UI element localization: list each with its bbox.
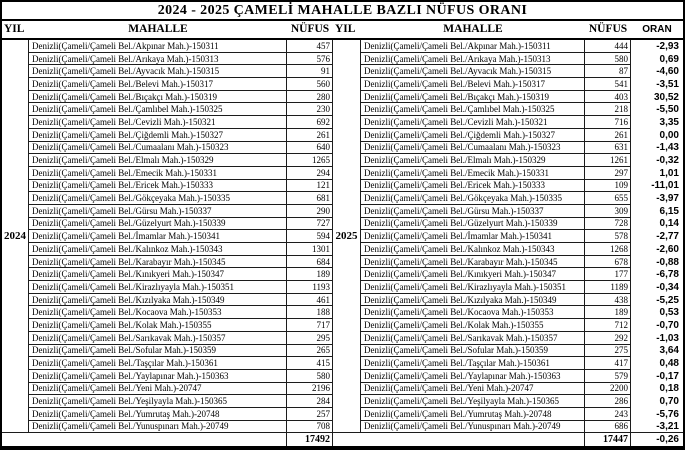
mahalle-2025-cell: Denizli(Çameli/Çameli Bel./Belevi Mah.)-150317 [361, 78, 585, 91]
oran-cell: -1,03 [656, 332, 679, 344]
mahalle-2025-cell: Denizli(Çameli/Çameli Bel./Arıkaya Mah.)-150313 [361, 53, 585, 66]
oran-cell: -1,43 [656, 142, 679, 154]
nufus-2025-cell: 189 [585, 306, 631, 319]
nufus-2024-cell: 717 [287, 319, 333, 332]
nufus-2025-cell: 712 [585, 319, 631, 332]
nufus-2025-cell: 309 [585, 205, 631, 218]
mahalle-2025-cell: Denizli(Çameli/Çameli Bel./Sofular Mah.)-150359 [361, 345, 585, 358]
mahalle-2025-cell: Denizli(Çameli/Çameli Bel./Ericek Mah.)-150333 [361, 180, 585, 193]
oran-cell: -0,32 [656, 155, 679, 167]
mahalle-2025-cell: Denizli(Çameli/Çameli Bel./Gürsu Mah.)-150337 [361, 205, 585, 218]
mahalle-2025-cell: Denizli(Çameli/Çameli Bel./Cumaalanı Mah.)-150323 [361, 142, 585, 155]
nufus-2024-cell: 230 [287, 103, 333, 116]
table-header-row [2, 21, 683, 40]
nufus-2025-cell: 686 [585, 421, 631, 434]
oran-cell: -0,17 [656, 370, 679, 382]
oran-cell: 1,01 [659, 167, 679, 179]
nufus-2025-cell: 541 [585, 78, 631, 91]
mahalle-2024-cell: Denizli(Çameli/Çameli Bel./Sarıkavak Mah.)-150357 [29, 332, 287, 345]
nufus-2024-cell: 457 [287, 40, 333, 53]
nufus-2025-cell: 292 [585, 332, 631, 345]
nufus-2025-cell: 286 [585, 395, 631, 408]
col-header-mahalle-right: MAHALLE [443, 23, 503, 35]
mahalle-2025-cell: Denizli(Çameli/Çameli Bel./Çamlıbel Mah.)-150325 [361, 103, 585, 116]
nufus-2024-cell: 261 [287, 129, 333, 142]
nufus-2025-cell: 243 [585, 408, 631, 421]
mahalle-2024-cell: Denizli(Çameli/Çameli Bel./Emecik Mah.)-150331 [29, 167, 287, 180]
nufus-2024-cell: 2196 [287, 383, 333, 396]
mahalle-2025-cell: Denizli(Çameli/Çameli Bel./Yunuspınarı Mah.)-20749 [361, 421, 585, 434]
nufus-2025-cell: 578 [585, 230, 631, 243]
mahalle-2024-cell: Denizli(Çameli/Çameli Bel./Ericek Mah.)-150333 [29, 180, 287, 193]
mahalle-2025-cell: Denizli(Çameli/Çameli Bel./Yeşilyayla Mah.)-150365 [361, 395, 585, 408]
mahalle-2025-cell: Denizli(Çameli/Çameli Bel./Elmalı Mah.)-150329 [361, 154, 585, 167]
mahalle-2025-cell: Denizli(Çameli/Çameli Bel./Akpınar Mah.)-150311 [361, 40, 585, 53]
mahalle-2025-cell: Denizli(Çameli/Çameli Bel./Kocaova Mah.)-150353 [361, 306, 585, 319]
nufus-2024-cell: 257 [287, 408, 333, 421]
total-nufus-2025: 17447 [585, 433, 631, 446]
oran-cell: -5,50 [656, 104, 679, 116]
nufus-2025-cell: 728 [585, 218, 631, 231]
mahalle-2025-cell: Denizli(Çameli/Çameli Bel./Kolak Mah.)-150355 [361, 319, 585, 332]
total-oran: -0,26 [656, 434, 679, 446]
nufus-2025-cell: 580 [585, 53, 631, 66]
nufus-2024-cell: 681 [287, 192, 333, 205]
nufus-2025-cell: 655 [585, 192, 631, 205]
mahalle-2024-cell: Denizli(Çameli/Çameli Bel./Çamlıbel Mah.)-150325 [29, 103, 287, 116]
nufus-2024-cell: 280 [287, 91, 333, 104]
col-header-mahalle-left: MAHALLE [128, 23, 188, 35]
nufus-2024-cell: 189 [287, 268, 333, 281]
nufus-2025-cell: 109 [585, 180, 631, 193]
mahalle-2025-cell: Denizli(Çameli/Çameli Bel./Taşçılar Mah.)-150361 [361, 357, 585, 370]
oran-cell: -2,60 [656, 243, 679, 255]
nufus-2025-cell: 218 [585, 103, 631, 116]
nufus-2025-cell: 1189 [585, 281, 631, 294]
nufus-2024-cell: 594 [287, 230, 333, 243]
nufus-2024-cell: 294 [287, 167, 333, 180]
mahalle-2024-cell: Denizli(Çameli/Çameli Bel./Taşçılar Mah.)-150361 [29, 357, 287, 370]
nufus-2025-cell: 438 [585, 294, 631, 307]
nufus-2025-cell: 678 [585, 256, 631, 269]
nufus-2024-cell: 91 [287, 65, 333, 78]
year-left-label: 2024 [2, 40, 29, 433]
mahalle-2024-cell: Denizli(Çameli/Çameli Bel./Güzelyurt Mah.)-150339 [29, 218, 287, 231]
mahalle-2024-cell: Denizli(Çameli/Çameli Bel./Cevizli Mah.)-150321 [29, 116, 287, 129]
page-title: 2024 - 2025 ÇAMELİ MAHALLE BAZLI NÜFUS ORANI [2, 2, 683, 21]
oran-cell: -2,93 [656, 40, 679, 52]
nufus-2024-cell: 284 [287, 395, 333, 408]
mahalle-2024-cell: Denizli(Çameli/Çameli Bel./Kolak Mah.)-150355 [29, 319, 287, 332]
mahalle-2025-cell: Denizli(Çameli/Çameli Bel./Karabayır Mah.)-150345 [361, 256, 585, 269]
mahalle-2024-cell: Denizli(Çameli/Çameli Bel./Kalınkoz Mah.)-150343 [29, 243, 287, 256]
col-header-yil-right: YIL [335, 23, 356, 35]
mahalle-2024-cell: Denizli(Çameli/Çameli Bel./Bıçakçı Mah.)-150319 [29, 91, 287, 104]
mahalle-2024-cell: Denizli(Çameli/Çameli Bel./Yaylapınar Mah.)-150363 [29, 370, 287, 383]
nufus-2025-cell: 1268 [585, 243, 631, 256]
mahalle-2025-cell: Denizli(Çameli/Çameli Bel./Ayvacık Mah.)-150315 [361, 65, 585, 78]
nufus-2024-cell: 461 [287, 294, 333, 307]
nufus-2025-cell: 275 [585, 345, 631, 358]
mahalle-2024-cell: Denizli(Çameli/Çameli Bel./Kirazlıyayla Mah.)-150351 [29, 281, 287, 294]
mahalle-2024-cell: Denizli(Çameli/Çameli Bel./Cumaalanı Mah.)-150323 [29, 142, 287, 155]
oran-cell: 30,52 [653, 91, 679, 103]
oran-cell: -5,25 [656, 294, 679, 306]
nufus-2025-cell: 631 [585, 142, 631, 155]
mahalle-2025-cell: Denizli(Çameli/Çameli Bel./Güzelyurt Mah.)-150339 [361, 218, 585, 231]
mahalle-2025-cell: Denizli(Çameli/Çameli Bel./Yumrutaş Mah.)-20748 [361, 408, 585, 421]
oran-cell: -3,21 [631, 421, 683, 434]
oran-cell: -6,78 [656, 269, 679, 281]
mahalle-2025-cell: Denizli(Çameli/Çameli Bel./Bıçakçı Mah.)-150319 [361, 91, 585, 104]
mahalle-2024-cell: Denizli(Çameli/Çameli Bel./Gökçeyaka Mah.)-150335 [29, 192, 287, 205]
nufus-2024-cell: 640 [287, 142, 333, 155]
oran-cell: 0,53 [659, 307, 679, 319]
mahalle-2024-cell: Denizli(Çameli/Çameli Bel./Yunuspınarı Mah.)-20749 [29, 421, 287, 434]
oran-cell: -0,88 [656, 256, 679, 268]
mahalle-2024-cell: Denizli(Çameli/Çameli Bel./Sofular Mah.)-150359 [29, 345, 287, 358]
nufus-2025-cell: 261 [585, 129, 631, 142]
col-header-nufus-right: NÜFUS [588, 23, 628, 35]
mahalle-2025-cell: Denizli(Çameli/Çameli Bel./Sarıkavak Mah.)-150357 [361, 332, 585, 345]
mahalle-2025-cell: Denizli(Çameli/Çameli Bel./Yaylapınar Mah.)-150363 [361, 370, 585, 383]
mahalle-2024-cell: Denizli(Çameli/Çameli Bel./Yumrutaş Mah.)-20748 [29, 408, 287, 421]
nufus-2024-cell: 415 [287, 357, 333, 370]
oran-cell: 0,18 [659, 383, 679, 395]
nufus-2025-cell: 403 [585, 91, 631, 104]
nufus-2025-cell: 716 [585, 116, 631, 129]
nufus-2025-cell: 87 [585, 65, 631, 78]
oran-cell: -4,60 [656, 66, 679, 78]
mahalle-2025-cell: Denizli(Çameli/Çameli Bel./Cevizli Mah.)-150321 [361, 116, 585, 129]
oran-cell: -0,70 [656, 319, 679, 331]
total-row-spacer-left [2, 433, 287, 446]
mahalle-2024-cell: Denizli(Çameli/Çameli Bel./Çiğdemli Mah.)-150327 [29, 129, 287, 142]
nufus-2025-cell: 297 [585, 167, 631, 180]
oran-cell: -11,01 [651, 180, 679, 192]
oran-cell: 3,64 [659, 345, 679, 357]
nufus-2024-cell: 1193 [287, 281, 333, 294]
col-header-nufus-left: NÜFUS [290, 23, 330, 35]
nufus-2024-cell: 1265 [287, 154, 333, 167]
nufus-2024-cell: 265 [287, 345, 333, 358]
mahalle-2024-cell: Denizli(Çameli/Çameli Bel./Akpınar Mah.)-150311 [29, 40, 287, 53]
oran-cell: 0,00 [659, 129, 679, 141]
mahalle-2024-cell: Denizli(Çameli/Çameli Bel./Elmalı Mah.)-150329 [29, 154, 287, 167]
mahalle-2025-cell: Denizli(Çameli/Çameli Bel./Gökçeyaka Mah.)-150335 [361, 192, 585, 205]
nufus-2025-cell: 417 [585, 357, 631, 370]
nufus-2024-cell: 188 [287, 306, 333, 319]
mahalle-2024-cell: Denizli(Çameli/Çameli Bel./Kocaova Mah.)-150353 [29, 306, 287, 319]
nufus-2024-cell: 684 [287, 256, 333, 269]
oran-cell: -2,77 [656, 231, 679, 243]
mahalle-2025-cell: Denizli(Çameli/Çameli Bel./Kirazlıyayla Mah.)-150351 [361, 281, 585, 294]
mahalle-2024-cell: Denizli(Çameli/Çameli Bel./Arıkaya Mah.)-150313 [29, 53, 287, 66]
nufus-2024-cell: 1301 [287, 243, 333, 256]
nufus-2024-cell: 121 [287, 180, 333, 193]
mahalle-2024-cell: Denizli(Çameli/Çameli Bel./İmamlar Mah.)-150341 [29, 230, 287, 243]
mahalle-2024-cell: Denizli(Çameli/Çameli Bel./Gürsu Mah.)-150337 [29, 205, 287, 218]
mahalle-2025-cell: Denizli(Çameli/Çameli Bel./Kınıkyeri Mah.)-150347 [361, 268, 585, 281]
nufus-2024-cell: 727 [287, 218, 333, 231]
mahalle-2024-cell: Denizli(Çameli/Çameli Bel./Yeni Mah.)-20747 [29, 383, 287, 396]
mahalle-2025-cell: Denizli(Çameli/Çameli Bel./Çiğdemli Mah.)-150327 [361, 129, 585, 142]
total-nufus-2024: 17492 [287, 433, 333, 446]
oran-cell: -5,76 [656, 408, 679, 420]
nufus-2024-cell: 290 [287, 205, 333, 218]
oran-cell: 6,15 [659, 205, 679, 217]
nufus-2024-cell: 692 [287, 116, 333, 129]
mahalle-2024-cell: Denizli(Çameli/Çameli Bel./Kızılyaka Mah.)-150349 [29, 294, 287, 307]
mahalle-2025-cell: Denizli(Çameli/Çameli Bel./Emecik Mah.)-150331 [361, 167, 585, 180]
nufus-2025-cell: 579 [585, 370, 631, 383]
oran-cell: -3,97 [656, 193, 679, 205]
table-body [2, 40, 683, 446]
nufus-2024-cell: 576 [287, 53, 333, 66]
nufus-2024-cell: 560 [287, 78, 333, 91]
oran-cell: -3,51 [656, 78, 679, 90]
mahalle-2024-cell: Denizli(Çameli/Çameli Bel./Yeşilyayla Mah.)-150365 [29, 395, 287, 408]
nufus-2025-cell: 444 [585, 40, 631, 53]
mahalle-2024-cell: Denizli(Çameli/Çameli Bel./Karabayır Mah.)-150345 [29, 256, 287, 269]
oran-cell: 0,70 [659, 396, 679, 408]
col-header-yil-left: YIL [4, 23, 25, 35]
nufus-2025-cell: 2200 [585, 383, 631, 396]
mahalle-2025-cell: Denizli(Çameli/Çameli Bel./Kalınkoz Mah.)-150343 [361, 243, 585, 256]
mahalle-2025-cell: Denizli(Çameli/Çameli Bel./Kızılyaka Mah.)-150349 [361, 294, 585, 307]
oran-cell: 0,14 [659, 218, 679, 230]
nufus-2024-cell: 580 [287, 370, 333, 383]
col-header-oran: ORAN [642, 24, 672, 35]
year-right-label: 2025 [333, 40, 361, 433]
nufus-2024-cell: 295 [287, 332, 333, 345]
mahalle-2024-cell: Denizli(Çameli/Çameli Bel./Ayvacık Mah.)-150315 [29, 65, 287, 78]
nufus-2024-cell: 708 [287, 421, 333, 434]
mahalle-2024-cell: Denizli(Çameli/Çameli Bel./Belevi Mah.)-150317 [29, 78, 287, 91]
total-row-spacer-right [333, 433, 585, 446]
oran-cell: 0,69 [659, 53, 679, 65]
nufus-2025-cell: 1261 [585, 154, 631, 167]
nufus-2025-cell: 177 [585, 268, 631, 281]
mahalle-2024-cell: Denizli(Çameli/Çameli Bel./Kınıkyeri Mah.)-150347 [29, 268, 287, 281]
oran-cell: -0,34 [656, 281, 679, 293]
oran-cell: 0,48 [659, 358, 679, 370]
oran-cell: 3,35 [659, 116, 679, 128]
mahalle-2025-cell: Denizli(Çameli/Çameli Bel./İmamlar Mah.)-150341 [361, 230, 585, 243]
mahalle-2025-cell: Denizli(Çameli/Çameli Bel./Yeni Mah.)-20747 [361, 383, 585, 396]
